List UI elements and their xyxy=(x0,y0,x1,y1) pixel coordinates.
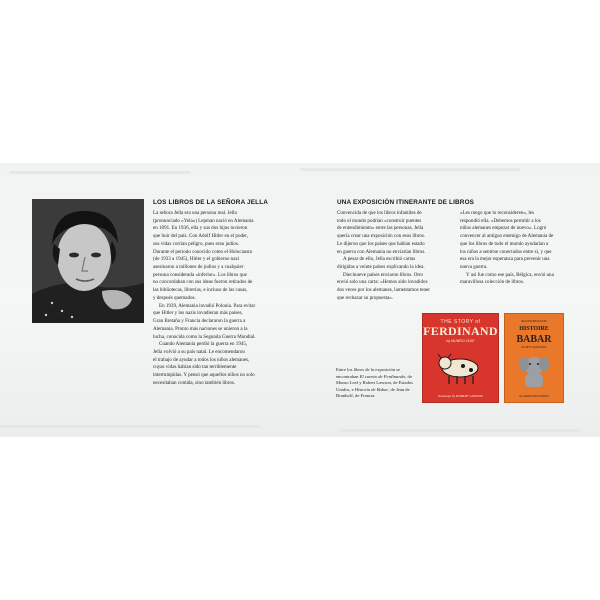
text-line: lucha, conocida como la Segunda Guerra Mundial. xyxy=(153,333,256,340)
text-line: interrumpidas. Y pensó que aquellos niños no solo xyxy=(153,372,255,379)
portrait-illustration xyxy=(32,199,144,323)
text-line: que los libros de todo el mundo ayudarían a xyxy=(460,240,549,247)
caption-text: de Jean de Brunhoff, de Francia. xyxy=(336,386,410,399)
text-line: Cuando Alemania perdió la guerra en 1945, xyxy=(159,341,248,348)
text-line: cuyas vidas habían sido tan terriblemente xyxy=(153,364,237,371)
ferdinand-line-top: THE STORY of xyxy=(440,319,481,325)
text-line: La señora Jella era una persona real. Jella xyxy=(153,210,237,216)
text-line: no concordaban con sus ideas fueron retirados de xyxy=(153,279,253,286)
brush-streak xyxy=(0,425,260,428)
text-line: envió solo una carta: «Hemos sido invadidos xyxy=(337,279,428,286)
text-line: Alemania. Pronto más naciones se unieron a la xyxy=(153,325,248,332)
elephant-illustration-icon xyxy=(517,352,551,390)
text-line: asesinaron a millones de judíos y a cualquier xyxy=(153,264,244,271)
text-line: las bibliotecas, librerías, e incluso de las casas, xyxy=(153,287,248,294)
text-line: esa era la mejor esperanza para prevenir una xyxy=(460,256,550,263)
text-line: en 1891. En 1936, ella y sus dos hijos tuvieron xyxy=(153,225,248,232)
text-line: Convencida de que los libros infantiles de xyxy=(337,210,422,216)
text-line: Diecinueve países enviaron libros. Otro xyxy=(343,271,424,278)
left-heading: LOS LIBROS DE LA SEÑORA JELLA xyxy=(153,199,269,206)
text-line: en guerra con Alemania no enviarían libros. xyxy=(337,248,426,255)
text-line: sus vidas corrían peligro, pues eran judíos. xyxy=(153,240,240,247)
brush-streak xyxy=(10,171,190,174)
text-line: y después quemados. xyxy=(153,294,196,301)
caption-text: encontraban xyxy=(336,373,359,379)
text-line: quería crear una exposición con esos libros. xyxy=(337,233,426,240)
text-line: En 1939, Alemania invadió Polonia. Para evitar xyxy=(159,302,256,309)
text-line: niños alemanes empezar de nuevo». Logró xyxy=(460,225,547,232)
text-line: todo el mundo podrían «construir puentes xyxy=(337,217,422,224)
text-line: que Hitler y los nazis invadieran más países, xyxy=(153,310,243,317)
caption-title-ferdinando: El cuento de Ferdinando xyxy=(359,373,406,379)
babar-publisher: LE JARDIN DES MODES xyxy=(519,395,549,398)
text-line: (pronunciado «Yela») Lepman nació en Alemania xyxy=(153,217,254,224)
mid-heading: UNA EXPOSICIÓN ITINERANTE DE LIBROS xyxy=(337,199,475,206)
babar-title-b: BABAR xyxy=(516,334,552,345)
jella-lepman-portrait xyxy=(32,199,144,323)
book-cover-babar xyxy=(504,313,564,403)
brush-streak xyxy=(340,429,580,432)
text-line: persona considerada «inferior». Los libros que xyxy=(153,271,247,278)
ferdinand-illustrator: Drawings by ROBERT LAWSON xyxy=(438,394,483,398)
text-line: Durante el periodo conocido como el Holocausto xyxy=(153,248,253,255)
text-line: el trabajo de ayudar a todos los niños alemanes, xyxy=(153,356,250,363)
text-line: Jella volvió a su país natal. Le encomendaron xyxy=(153,348,245,355)
text-line: necesitaban comida, sino también libros. xyxy=(153,379,236,386)
text-line: dos veces por los alemanes, lamentamos tener xyxy=(337,287,430,294)
brush-streak xyxy=(300,168,520,171)
text-line: Y así fue como ese país, Bélgica, envió una xyxy=(466,271,554,278)
babar-author: JEAN DE BRUNHOFF xyxy=(520,320,548,323)
caption-text: de Munro Leaf y Robert Lawson, de xyxy=(336,373,412,386)
left-column xyxy=(153,210,288,388)
text-line: A pesar de ello, Jella escribió cartas xyxy=(343,256,416,263)
ferdinand-title: FERDINAND xyxy=(423,324,498,338)
text-line: nueva guerra. xyxy=(460,264,488,271)
text-line: los niños a sentirse conectados entre sí, y que xyxy=(460,248,552,255)
text-line: dirigidas a veinte países explicando la idea. xyxy=(337,264,425,271)
text-line: Le dijeron que los países que habían estado xyxy=(337,240,425,247)
text-line: «Les ruego que lo reconsideren», les xyxy=(460,210,534,216)
caption-title-babar: Historia de Babar xyxy=(354,386,389,392)
book-cover-ferdinand xyxy=(422,313,499,403)
text-line: que huir del país. Con Adolf Hitler en el poder, xyxy=(153,233,248,240)
books-caption: Entre los libros de la exposición se encontraban El cuento de Ferdinando, de Munro Leaf y Robert Lawson, de Estados Unidos, e Historia de Babar, de Jean de Brunhoff, de Francia. xyxy=(336,367,413,399)
right-column xyxy=(460,210,578,287)
text-line: (de 1933 a 1945), Hitler y el gobierno nazi xyxy=(153,256,240,263)
babar-subtitle: LE PETIT ÉLÉPHANT xyxy=(521,346,547,349)
text-line: de entendimiento» entre las personas, Jella xyxy=(337,225,424,232)
babar-title-a: HISTOIRE xyxy=(519,326,549,332)
ferdinand-author: by MUNRO LEAF xyxy=(446,339,475,343)
mid-column xyxy=(337,210,455,303)
caption-text: Estados Unidos, e xyxy=(336,380,413,392)
bull-illustration-icon xyxy=(433,346,488,386)
text-line: respondió ella. «Debemos permitir a los xyxy=(460,217,541,224)
text-line: Gran Bretaña y Francia declararon la guerra a xyxy=(153,318,246,325)
caption-text: Entre los libros de la exposición se xyxy=(336,367,401,372)
text-line: convencer al antiguo enemigo de Alemania de xyxy=(460,233,554,240)
text-line: que rechazar su propuesta». xyxy=(337,294,394,301)
text-line: maravillosa colección de libros. xyxy=(460,279,525,286)
